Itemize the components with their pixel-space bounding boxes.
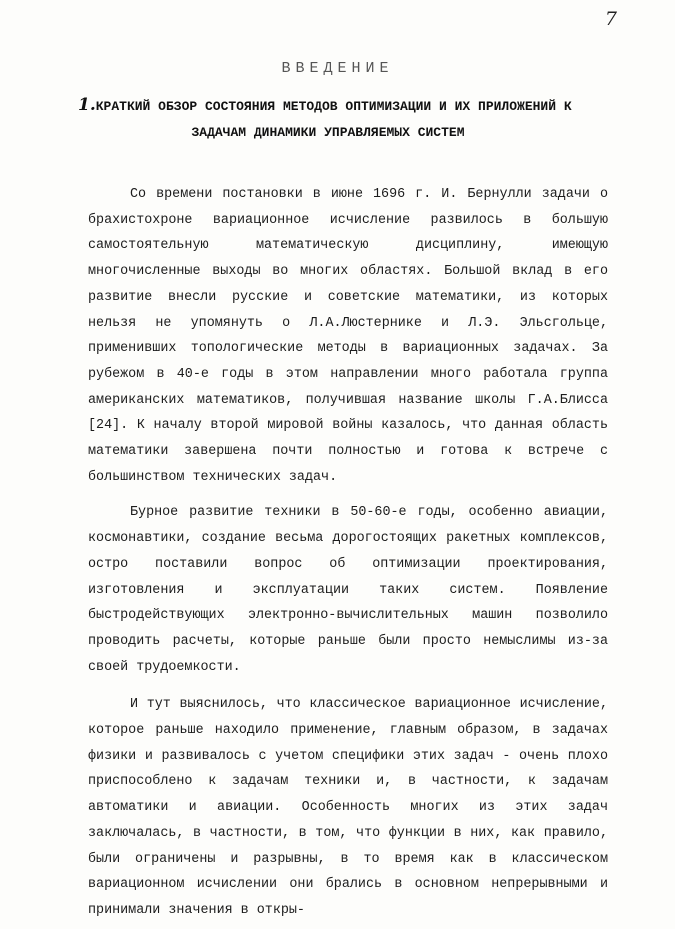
chapter-title	[78, 92, 618, 146]
paragraph-2: Бурное развитие техники в 50-60-е годы, особенно авиации, космонавтики, создание весьма дорогостоящих ракетных комплексов, остро поставили вопрос об оптимизации проектирования, изготовления и эксплуатации таких систем. Появление быстродействующих электронно-вычислительных машин позволило проводить расчеты, которые раньше были просто немыслимы из-за своей трудоемкости.	[88, 505, 608, 675]
paragraph-1: Со времени постановки в июне 1696 г. И. Бернулли задачи о брахистохроне вариационное исчисление развилось в большую самостоятельную математическую дисциплину, имеющую многочисленные выходы во многих областях. Большой вклад в его развитие внесли русские и советские математики, из которых нельзя не упомянуть о Л.А.Люстернике и Л.Э. Эльсгольце, применивших топологические методы в вариационных задачах. За рубежом в 40-е годы в этом направлении много работала группа американских математиков, получившая название школы Г.А.Блисса [24]. К началу второй мировой войны казалось, что данная область математики завершена почти полностью и готова к встрече с большинством технических задач.	[88, 187, 608, 485]
chapter-title-line1: КРАТКИЙ ОБЗОР СОСТОЯНИЯ МЕТОДОВ ОПТИМИЗАЦИИ И ИХ ПРИЛОЖЕНИЙ К	[95, 99, 572, 114]
section-heading: ВВЕДЕНИЕ	[281, 60, 394, 77]
chapter-title-line2: ЗАДАЧАМ ДИНАМИКИ УПРАВЛЯЕМЫХ СИСТЕМ	[191, 125, 465, 140]
page-number: 7	[604, 8, 617, 30]
chapter-number: 1.	[78, 95, 96, 115]
paragraph-3: И тут выяснилось, что классическое вариационное исчисление, которое раньше находило применение, главным образом, в задачах физики и развивалось с учетом специфики этих задач - очень плохо приспособлено к задачам техники и, в частности, к задачам автоматики и авиации. Особенность многих из этих задач заключалась, в частности, в том, что функции в них, как правило, были ограничены и разрывны, в то время как в классическом вариационном исчислении они брались в основном непрерывными и принимали значения в откры-	[88, 697, 608, 918]
body-text	[88, 182, 608, 924]
